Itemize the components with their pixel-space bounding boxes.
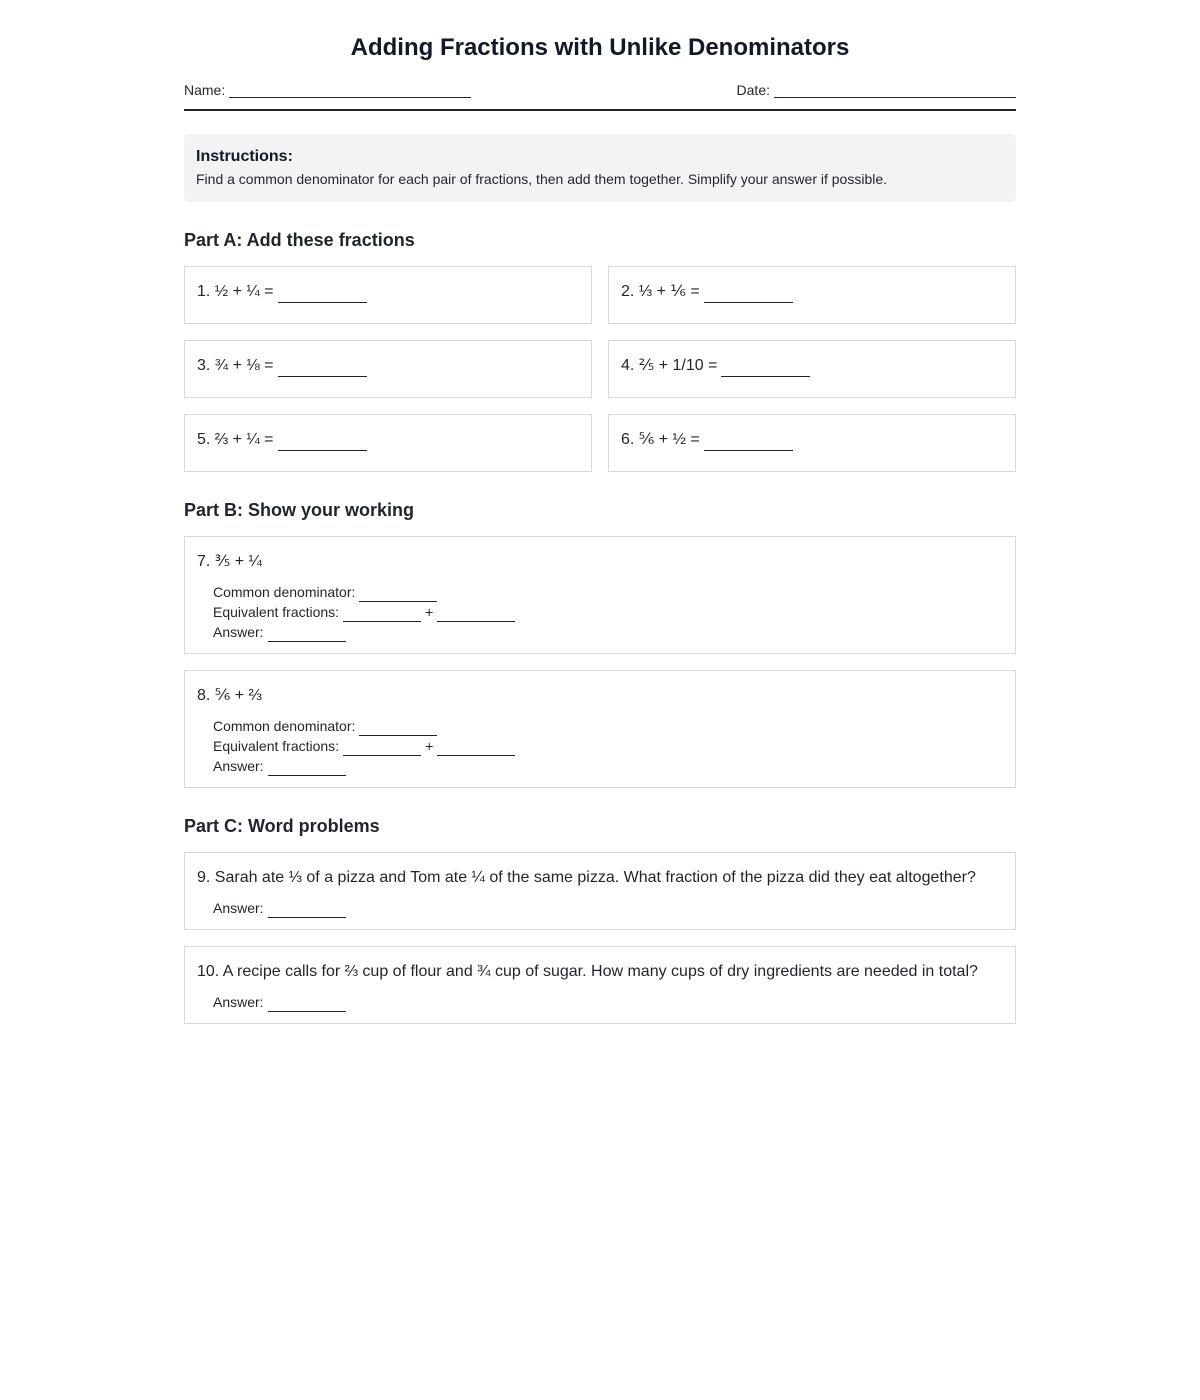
part-c-heading: Part C: Word problems <box>184 816 380 836</box>
date-field <box>737 82 1016 98</box>
answer-blank[interactable] <box>278 360 367 377</box>
working-question: 8. ⅚ + ⅔ <box>197 687 262 704</box>
page-title: Adding Fractions with Unlike Denominators <box>350 34 850 61</box>
name-field <box>184 82 471 98</box>
instructions-text: Find a common denominator for each pair of fractions, then add them together. Simplify your answer if possible. <box>196 171 888 187</box>
problem-text: 1. ½ + ¼ = <box>197 283 274 300</box>
working-card <box>184 536 1016 654</box>
common-denominator-blank[interactable] <box>359 587 437 602</box>
working-card <box>184 670 1016 788</box>
instructions-box <box>184 134 1016 202</box>
plus-sign: + <box>425 604 434 620</box>
equivalent-fractions-label: Equivalent fractions: <box>213 604 340 620</box>
word-problem-card <box>184 946 1016 1024</box>
answer-blank[interactable] <box>268 627 346 642</box>
problem-card <box>184 414 592 472</box>
word-problem-text: 10. A recipe calls for ⅔ cup of flour and ¾ cup of sugar. How many cups of dry ingredients are needed in total? <box>197 963 978 980</box>
part-b-heading: Part B: Show your working <box>184 500 415 520</box>
part-a-heading: Part A: Add these fractions <box>184 230 415 250</box>
common-denominator-blank[interactable] <box>359 721 437 736</box>
answer-label: Answer: <box>213 758 264 774</box>
student-info-row <box>184 80 1016 111</box>
date-label: Date: <box>736 82 770 98</box>
answer-blank[interactable] <box>268 761 346 776</box>
name-input-line[interactable] <box>229 83 471 98</box>
common-denominator-label: Common denominator: <box>213 718 356 734</box>
equivalent-fraction-blank[interactable] <box>343 607 421 622</box>
answer-label: Answer: <box>213 624 264 640</box>
problem-text: 5. ⅔ + ¼ = <box>197 431 274 448</box>
instructions-title: Instructions: <box>196 148 293 165</box>
equivalent-fraction-blank[interactable] <box>437 741 515 756</box>
word-problem-text: 9. Sarah ate ⅓ of a pizza and Tom ate ¼ of the same pizza. What fraction of the pizza did they eat altogether? <box>197 869 976 886</box>
answer-label: Answer: <box>213 900 264 916</box>
problem-card <box>184 340 592 398</box>
equivalent-fractions-label: Equivalent fractions: <box>213 738 340 754</box>
problem-text: 3. ¾ + ⅛ = <box>197 357 274 374</box>
equivalent-fraction-blank[interactable] <box>437 607 515 622</box>
date-input-line[interactable] <box>774 83 1016 98</box>
answer-blank[interactable] <box>704 286 793 303</box>
word-problem-card <box>184 852 1016 930</box>
answer-label: Answer: <box>213 994 264 1010</box>
problem-card <box>184 266 592 324</box>
problem-text: 4. ⅖ + 1/10 = <box>621 357 718 374</box>
common-denominator-label: Common denominator: <box>213 584 356 600</box>
equivalent-fraction-blank[interactable] <box>343 741 421 756</box>
problem-card <box>608 266 1016 324</box>
answer-blank[interactable] <box>721 360 810 377</box>
problem-text: 6. ⅚ + ½ = <box>621 431 700 448</box>
answer-blank[interactable] <box>704 434 793 451</box>
problem-text: 2. ⅓ + ⅙ = <box>621 283 700 300</box>
name-label: Name: <box>184 82 226 98</box>
plus-sign: + <box>425 738 434 754</box>
answer-blank[interactable] <box>278 434 367 451</box>
answer-blank[interactable] <box>278 286 367 303</box>
answer-blank[interactable] <box>268 903 346 918</box>
problem-card <box>608 414 1016 472</box>
answer-blank[interactable] <box>268 997 346 1012</box>
problem-card <box>608 340 1016 398</box>
working-question: 7. ⅗ + ¼ <box>197 553 262 570</box>
